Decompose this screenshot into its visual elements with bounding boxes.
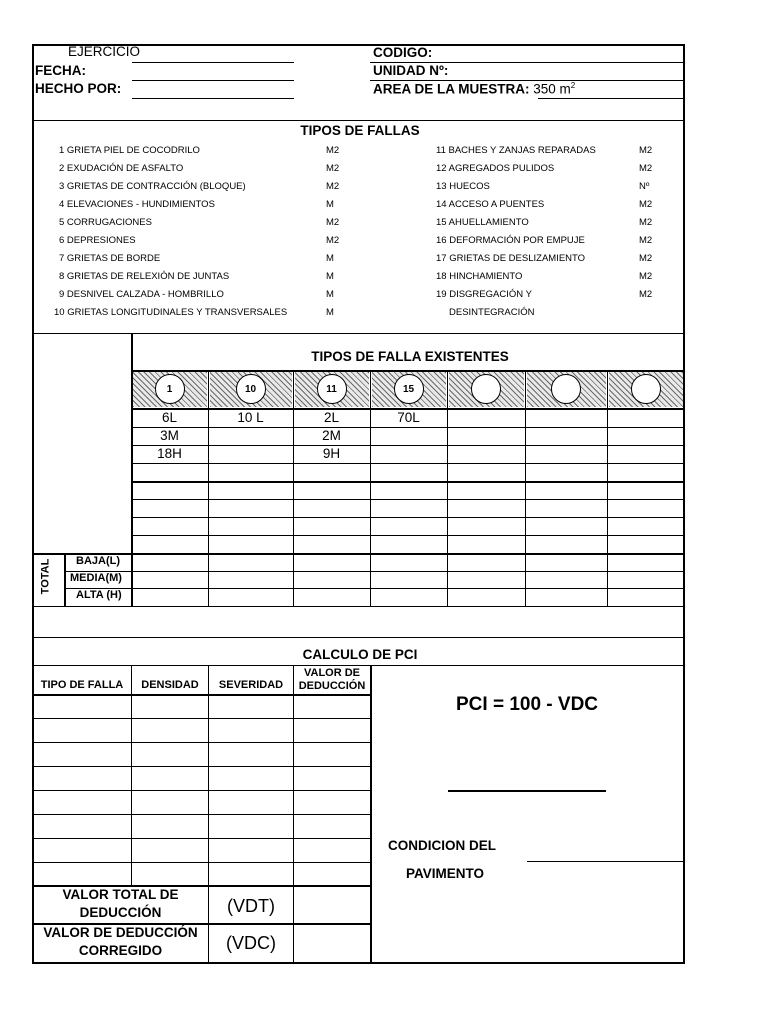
falla-item: 11 BACHES Y ZANJAS REPARADAS — [436, 145, 596, 156]
pci-row-line — [32, 694, 370, 696]
hecho-por-label: HECHO POR: — [35, 81, 122, 96]
fecha-line — [132, 80, 294, 81]
pci-result-line — [448, 790, 606, 792]
falla-unit: M — [326, 253, 334, 264]
existentes-bottom-line — [32, 606, 684, 607]
falla-entry: 9H — [322, 446, 341, 461]
falla-item: 4 ELEVACIONES - HUNDIMIENTOS — [59, 199, 215, 210]
falla-item: 12 AGREGADOS PULIDOS — [436, 163, 555, 174]
total-alta: ALTA (H) — [76, 589, 122, 601]
falla-entry: 70L — [397, 410, 420, 425]
falla-unit: M — [326, 271, 334, 282]
pci-header-severidad: SEVERIDAD — [218, 679, 284, 691]
falla-circle: 10 — [236, 374, 266, 404]
falla-unit: M — [326, 289, 334, 300]
grid-col-line — [208, 370, 209, 606]
falla-circle — [631, 374, 661, 404]
falla-unit: M2 — [639, 199, 653, 210]
falla-unit: M2 — [326, 217, 340, 228]
grid-row-line — [131, 517, 684, 518]
vdc-label-1: VALOR DE DEDUCCIÓN — [43, 925, 198, 940]
falla-unit: M2 — [639, 145, 653, 156]
falla-circle: 15 — [394, 374, 424, 404]
grid-col-line — [370, 370, 371, 606]
falla-unit: M — [326, 307, 334, 318]
falla-item: 14 ACCESO A PUENTES — [436, 199, 545, 210]
pci-title-line — [32, 665, 684, 666]
falla-unit: M2 — [326, 145, 340, 156]
grid-row-line — [131, 535, 684, 536]
falla-item: 19 DISGREGACIÓN Y — [436, 289, 532, 300]
total-media: MEDIA(M) — [70, 572, 122, 584]
area-sup: 2 — [570, 81, 576, 90]
pci-header-tipo: TIPO DE FALLA — [40, 679, 124, 691]
pci-header-densidad: DENSIDAD — [141, 679, 199, 691]
falla-unit: M — [326, 199, 334, 210]
pci-header-deduccion: DEDUCCIÓN — [298, 680, 366, 692]
pci-header-valor: VALOR DE — [303, 667, 361, 679]
spacer-line — [32, 637, 684, 638]
falla-item: DESINTEGRACIÓN — [449, 307, 535, 318]
falla-item: 2 EXUDACIÓN DE ASFALTO — [59, 163, 184, 174]
fallas-bottom-line — [32, 333, 684, 334]
area-line — [538, 98, 684, 99]
falla-item: 8 GRIETAS DE RELEXIÓN DE JUNTAS — [59, 271, 230, 282]
codigo-label: CODIGO: — [373, 45, 433, 60]
pci-col-line — [208, 665, 209, 962]
falla-entry: 10 L — [237, 410, 264, 425]
frame-bottom — [32, 962, 685, 964]
falla-entry: 2M — [322, 428, 341, 443]
falla-item: 13 HUECOS — [436, 181, 490, 192]
falla-item: 6 DEPRESIONES — [59, 235, 136, 246]
falla-unit: M2 — [326, 235, 340, 246]
falla-entry: 18H — [157, 446, 182, 461]
pci-col-line — [293, 665, 294, 962]
falla-circle: 11 — [317, 374, 347, 404]
grid-row-line — [131, 588, 684, 589]
falla-circle — [551, 374, 581, 404]
grid-row-line — [131, 370, 684, 372]
pci-row-line — [32, 766, 370, 767]
pci-row-line — [32, 838, 370, 839]
vdt-value: (VDT) — [227, 896, 275, 916]
falla-unit: M2 — [639, 235, 653, 246]
falla-entry: 2L — [323, 410, 340, 425]
falla-unit: M2 — [326, 181, 340, 192]
falla-entry: 6L — [161, 410, 178, 425]
area-label: AREA DE LA MUESTRA: — [373, 81, 530, 97]
falla-unit: M2 — [639, 217, 653, 228]
area-muestra — [373, 82, 575, 96]
total-baja: BAJA(L) — [76, 555, 120, 567]
condicion-label-1: CONDICION DEL — [388, 838, 496, 853]
grid-col-line — [447, 370, 448, 606]
falla-unit: M2 — [326, 163, 340, 174]
falla-circle: 1 — [155, 374, 185, 404]
pci-row-line — [32, 814, 370, 815]
pci-row-line — [32, 718, 370, 719]
grid-col-line — [525, 370, 526, 606]
falla-item: 3 GRIETAS DE CONTRACCIÓN (BLOQUE) — [59, 181, 246, 192]
fecha-label: FECHA: — [35, 63, 86, 78]
vdc-value: (VDC) — [226, 933, 276, 953]
falla-item: 5 CORRUGACIONES — [59, 217, 152, 228]
vdc-label-2: CORREGIDO — [78, 943, 163, 958]
falla-unit: M2 — [639, 271, 653, 282]
condicion-label-2: PAVIMENTO — [406, 866, 485, 881]
falla-unit: M2 — [639, 289, 653, 300]
falla-item: 7 GRIETAS DE BORDE — [59, 253, 161, 264]
grid-row-line — [131, 427, 684, 428]
pci-col-line — [370, 665, 372, 962]
area-value: 350 m — [533, 81, 571, 97]
falla-item: 18 HINCHAMIENTO — [436, 271, 523, 282]
total-label: TOTAL — [39, 558, 52, 595]
grid-row-line — [131, 445, 684, 446]
ejercicio-label: EJERCICIO — [68, 44, 141, 59]
falla-item: 17 GRIETAS DE DESLIZAMIENTO — [436, 253, 586, 264]
pci-title: CALCULO DE PCI — [302, 647, 418, 662]
falla-unit: M2 — [639, 163, 653, 174]
grid-row-line — [131, 571, 684, 572]
falla-item: 15 AHUELLAMIENTO — [436, 217, 529, 228]
pci-row-line — [32, 742, 370, 743]
frame-left — [32, 44, 34, 963]
falla-unit: Nº — [639, 181, 650, 192]
vdt-label-1: VALOR TOTAL DE — [62, 887, 179, 902]
ejercicio-line — [132, 62, 294, 63]
grid-row-line — [131, 463, 684, 464]
pci-row-line — [32, 790, 370, 791]
falla-item: 1 GRIETA PIEL DE COCODRILO — [59, 145, 200, 156]
existentes-title: TIPOS DE FALLA EXISTENTES — [311, 349, 509, 364]
tipos-fallas-title: TIPOS DE FALLAS — [300, 123, 420, 138]
total-divider — [64, 553, 66, 606]
grid-col-line — [607, 370, 608, 606]
grid-row-line — [131, 481, 684, 483]
hecho-por-line — [132, 98, 294, 99]
falla-item: 10 GRIETAS LONGITUDINALES Y TRANSVERSALES — [54, 307, 288, 318]
pci-formula: PCI = 100 - VDC — [456, 694, 599, 715]
header-bottom-line — [32, 120, 684, 121]
falla-entry: 3M — [160, 428, 179, 443]
falla-item: 16 DEFORMACIÓN POR EMPUJE — [436, 235, 585, 246]
unidad-label: UNIDAD Nº: — [373, 63, 449, 78]
falla-item: 9 DESNIVEL CALZADA - HOMBRILLO — [59, 289, 224, 300]
falla-circle — [471, 374, 501, 404]
grid-row-line — [131, 553, 684, 555]
pci-row-line — [32, 862, 370, 863]
grid-row-line — [131, 499, 684, 500]
vdt-label-2: DEDUCCIÓN — [79, 905, 162, 920]
grid-col-line — [293, 370, 294, 606]
condicion-line — [527, 861, 684, 862]
frame-right — [683, 44, 685, 963]
pci-col-line — [131, 665, 132, 885]
falla-unit: M2 — [639, 253, 653, 264]
